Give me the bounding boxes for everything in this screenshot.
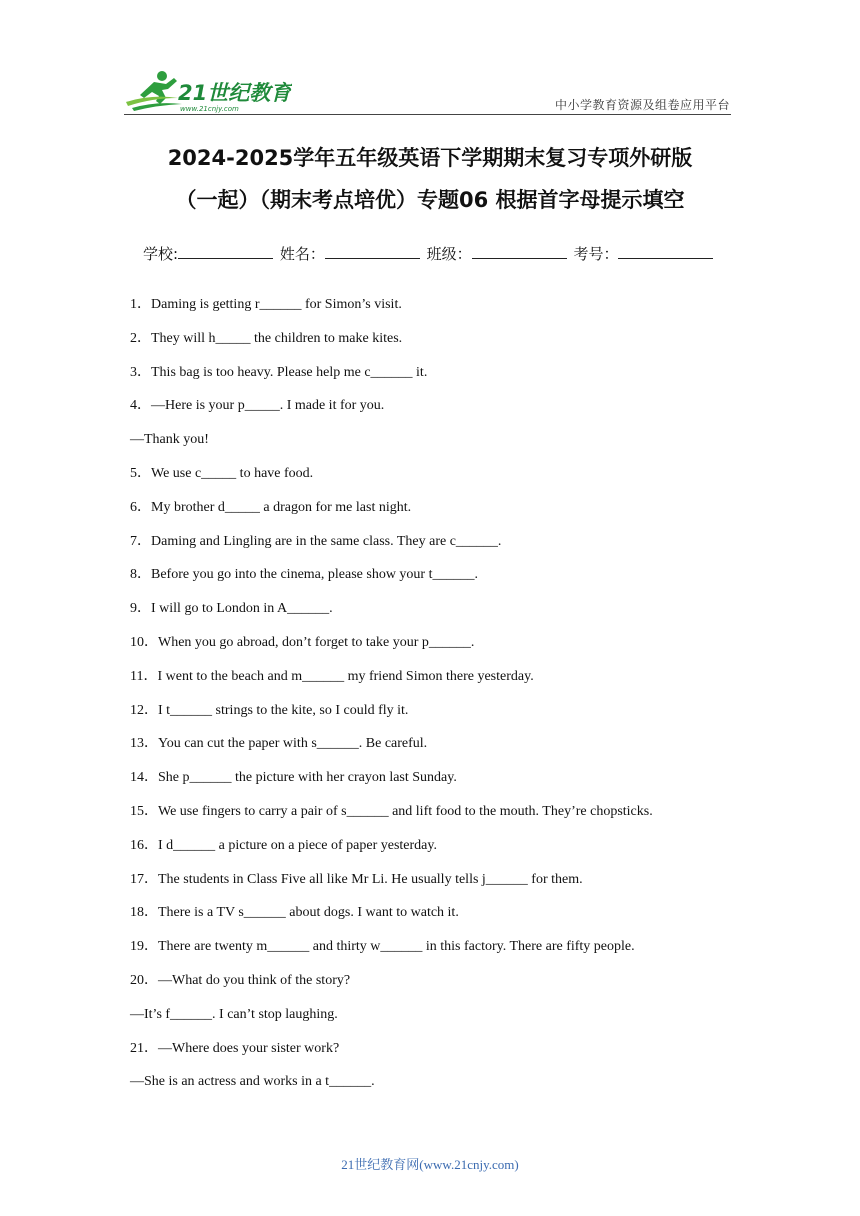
question-item: 14．She p______ the picture with her crayon last Sunday. [130, 770, 457, 786]
header-divider [124, 114, 731, 115]
question-item: 17．The students in Class Five all like Mr Li. He usually tells j______ for them. [130, 871, 583, 887]
page-footer[interactable]: 21世纪教育网(www.21cnjy.com) [341, 1157, 519, 1172]
question-item: 20．—What do you think of the story? [130, 972, 351, 988]
question-item: 5．We use c_____ to have food. [130, 465, 314, 481]
question-item: 11．I went to the beach and m______ my friend Simon there yesterday. [130, 668, 534, 684]
name-blank[interactable] [325, 244, 420, 259]
class-label: 班级： [426, 245, 472, 263]
site-logo [122, 68, 292, 114]
question-item: 15．We use fingers to carry a pair of s______ and lift food to the mouth. They’re chopsticks. [130, 803, 653, 819]
question-reply: —Thank you! [130, 432, 209, 448]
question-item: 3．This bag is too heavy. Please help me c______ it. [130, 364, 428, 380]
name-label: 姓名： [279, 245, 325, 263]
class-blank[interactable] [472, 244, 567, 259]
question-item: 16．I d______ a picture on a piece of paper yesterday. [130, 837, 437, 853]
question-list [130, 295, 750, 1106]
question-item: 13．You can cut the paper with s______. Be careful. [130, 736, 428, 752]
number-label: 考号： [573, 245, 619, 263]
student-info-row [143, 243, 715, 264]
school-label: 学校: [143, 245, 179, 263]
title-line-2: （一起）（期末考点培优）专题06 根据首字母提示填空 [175, 188, 685, 212]
page-header [0, 0, 860, 120]
svg-text:www.21cnjy.com: www.21cnjy.com [180, 105, 239, 113]
question-item: 12．I t______ strings to the kite, so I could fly it. [130, 702, 409, 718]
question-item: 6．My brother d_____ a dragon for me last night. [130, 499, 412, 515]
title-line-1: 2024-2025学年五年级英语下学期期末复习专项外研版 [167, 146, 693, 170]
school-blank[interactable] [178, 244, 273, 259]
question-item: 19．There are twenty m______ and thirty w______ in this factory. There are fifty people. [130, 939, 635, 955]
question-item: 1．Daming is getting r______ for Simon’s visit. [130, 297, 402, 312]
runner-logo-icon [122, 68, 292, 114]
document-title [60, 137, 800, 221]
question-item: 10．When you go abroad, don’t forget to take your p______. [130, 634, 475, 650]
question-reply: —She is an actress and works in a t______. [130, 1074, 375, 1090]
number-blank[interactable] [618, 244, 713, 259]
question-item: 4．—Here is your p_____. I made it for you. [130, 398, 385, 414]
svg-text:21世纪教育: 21世纪教育 [178, 81, 292, 105]
question-item: 8．Before you go into the cinema, please show your t______. [130, 567, 478, 583]
question-item: 2．They will h_____ the children to make kites. [130, 330, 403, 346]
platform-label: 中小学教育资源及组卷应用平台 [554, 98, 730, 112]
question-item: 9．I will go to London in A______. [130, 601, 333, 617]
question-item: 18．There is a TV s______ about dogs. I want to watch it. [130, 905, 459, 921]
question-item: 21．—Where does your sister work? [130, 1040, 340, 1056]
question-reply: —It’s f______. I can’t stop laughing. [130, 1006, 338, 1022]
question-item: 7．Daming and Lingling are in the same class. They are c______. [130, 533, 502, 549]
